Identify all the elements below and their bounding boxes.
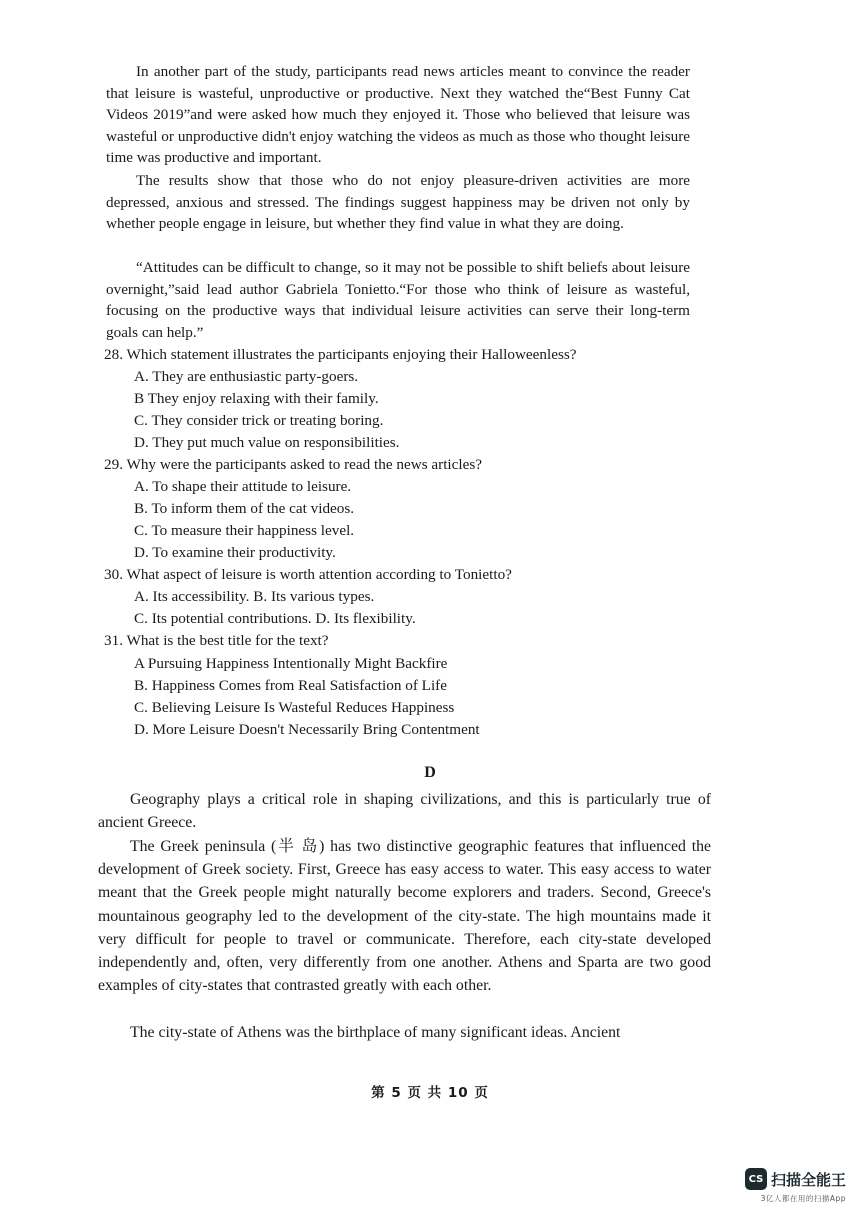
- question-31-option-c: C. Believing Leisure Is Wasteful Reduces Happiness: [134, 699, 455, 716]
- question-30-options-ab: A. Its accessibility. B. Its various types.: [134, 588, 375, 605]
- question-29-option-a: A. To shape their attitude to leisure.: [134, 478, 352, 495]
- question-29-stem: 29. Why were the participants asked to read the news articles?: [104, 456, 482, 473]
- question-30-options-cd: C. Its potential contributions. D. Its flexibility.: [134, 610, 416, 627]
- question-29-option-d: D. To examine their productivity.: [134, 544, 336, 561]
- question-31-option-d: D. More Leisure Doesn't Necessarily Bring Contentment: [134, 721, 480, 738]
- page-number: 第 5 页 共 10 页: [371, 1085, 489, 1101]
- passage-d-paragraph-3: The city-state of Athens was the birthplace of many significant ideas. Ancient: [130, 1024, 621, 1041]
- question-29-option-b: B. To inform them of the cat videos.: [134, 500, 355, 517]
- watermark-app-name: 扫描全能王: [770, 1170, 846, 1189]
- question-31-stem: 31. What is the best title for the text?: [104, 632, 329, 649]
- question-28-option-a: A. They are enthusiastic party-goers.: [134, 368, 359, 385]
- passage-c-paragraph-3: “Attitudes can be difficult to change, so it may not be possible to shift beliefs about leisure overnight,”said lead author Gabriela Tonietto.“For those who think of leisure as wasteful, focusing on the productive ways that individual leisure activities can serve their long-term goals can help.”: [106, 259, 690, 341]
- watermark-tagline: 3亿人都在用的扫描App: [760, 1194, 846, 1203]
- question-28-stem: 28. Which statement illustrates the participants enjoying their Halloweenless?: [104, 346, 577, 363]
- scanner-watermark: [738, 1168, 846, 1204]
- question-28-option-d: D. They put much value on responsibilities.: [134, 434, 400, 451]
- camscanner-logo-icon: CS: [745, 1168, 767, 1190]
- question-31-option-a: A Pursuing Happiness Intentionally Might Backfire: [134, 655, 448, 672]
- question-29-option-c: C. To measure their happiness level.: [134, 522, 355, 539]
- passage-c-paragraph-2: The results show that those who do not enjoy pleasure-driven activities are more depressed, anxious and stressed. The findings suggest happiness may be driven not only by whether people engage in leisure, but whether they find value in what they are doing.: [106, 172, 690, 233]
- question-31-option-b: B. Happiness Comes from Real Satisfaction of Life: [134, 677, 447, 694]
- question-28-option-c: C. They consider trick or treating boring.: [134, 412, 384, 429]
- passage-c-paragraph-1: In another part of the study, participants read news articles meant to convince the reader that leisure is wasteful, unproductive or productive. Next they watched the“Best Funny Cat Videos 2019”and were asked how much they enjoyed it. Those who believed that leisure was wasteful or unproductive didn't enjoy watching the videos as much as those who thought leisure time was productive and important.: [106, 63, 690, 167]
- question-30-stem: 30. What aspect of leisure is worth attention according to Tonietto?: [104, 566, 512, 583]
- passage-d-paragraph-1: Geography plays a critical role in shaping civilizations, and this is particularly true of ancient Greece.: [98, 791, 711, 832]
- passage-d-paragraph-2: The Greek peninsula (半 岛) has two distinctive geographic features that influenced the development of Greek society. First, Greece has easy access to water. This easy access to water meant that the Greek people might naturally become explorers and traders. Second, Greece's mountainous geography led to the development of the city-state. The high mountains made it very difficult for people to travel or communicate. Therefore, each city-state developed independently and, often, very differently from one another. Athens and Sparta are two good examples of city-states that contrasted greatly with each other.: [98, 838, 711, 995]
- section-heading: D: [424, 764, 436, 781]
- question-28-option-b: B They enjoy relaxing with their family.: [134, 390, 379, 407]
